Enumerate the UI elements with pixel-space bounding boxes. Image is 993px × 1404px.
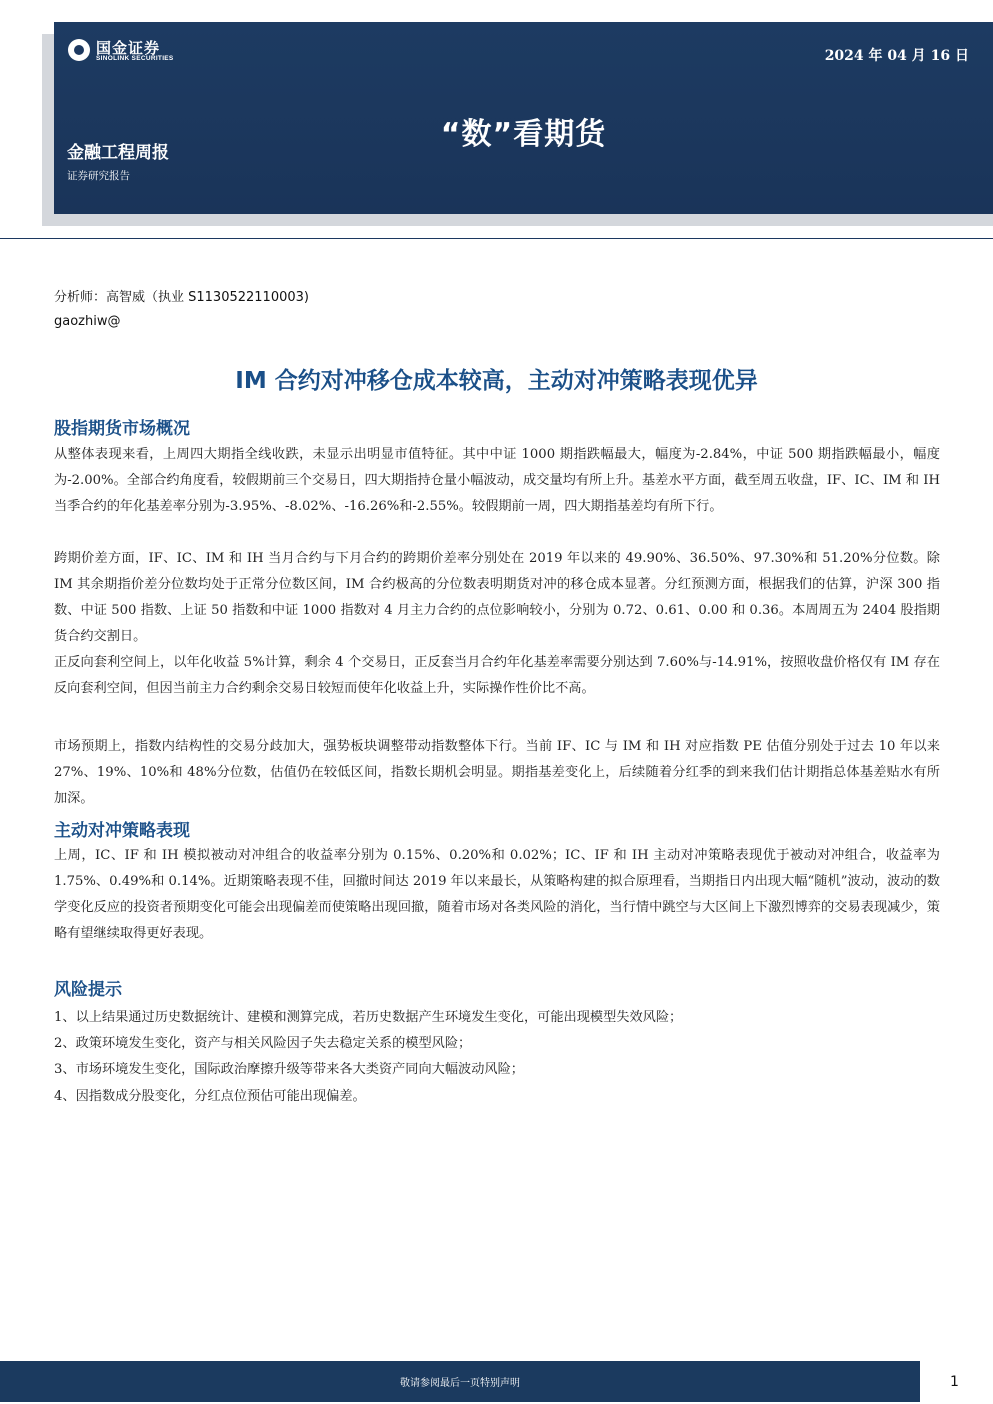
- paragraph-market-3: 正反向套利空间上，以年化收益 5%计算，剩余 4 个交易日，正反套当月合约年化基差率需要分别达到 7.60%与-14.91%，按照收盘价格仅有 IM 存在反向套利空间，但因当前主力合约剩余交易日较短而使年化收益上升，实际操作性价比不高。: [54, 655, 940, 696]
- analyst-info: 分析师：高智威（执业 S1130522110003): [54, 290, 309, 305]
- header-divider: [0, 238, 993, 239]
- risk-item: 4、因指数成分股变化，分红点位预估可能出现偏差。: [54, 1089, 366, 1104]
- paragraph-market-1: 从整体表现来看，上周四大期指全线收跌，未显示出明显市值特征。其中中证 1000 期指跌幅最大，幅度为-2.84%，中证 500 期指跌幅最小，幅度为-2.00%。全部合约角度看，较假期前三个交易日，四大期指持仓量小幅波动，成交量均有所上升。基差水平方面，截至周五收盘，IF、IC、IM 和 IH 当季合约的年化基差率分别为-3.95%、-8.02%、-16.26%和-2.55%。较假期前一周，四大期指基差均有所下行。: [54, 447, 940, 514]
- company-name-en: SINOLINK SECURITIES: [96, 55, 174, 62]
- company-logo-icon: [68, 39, 90, 61]
- report-category: 证券研究报告: [67, 170, 130, 182]
- section-heading-risk: 风险提示: [54, 980, 122, 1000]
- section-heading-market: 股指期货市场概况: [54, 419, 190, 439]
- report-type: 金融工程周报: [67, 143, 169, 163]
- report-headline: IM 合约对冲移仓成本较高，主动对冲策略表现优异: [235, 368, 758, 394]
- report-date: 2024 年 04 月 16 日: [824, 48, 969, 64]
- footer-disclaimer: 敬请参阅最后一页特别声明: [400, 1378, 520, 1389]
- paragraph-hedge-1: 上周，IC、IF 和 IH 模拟被动对冲组合的收益率分别为 0.15%、0.20%和 0.02%；IC、IF 和 IH 主动对冲策略表现优于被动对冲组合，收益率为 1.75%、0.49%和 0.14%。近期策略表现不佳，回撤时间达 2019 年以来最长，从策略构建的拟合原理看，当期指日内出现大幅“随机”波动，波动的数学变化反应的投资者预期变化可能会出现偏差而使策略出现回撤，随着市场对各类风险的消化，当行情中跳空与大区间上下激烈博弈的交易表现减少，策略有望继续取得更好表现。: [54, 848, 940, 941]
- company-name-cn: 国金证券: [96, 39, 161, 57]
- risk-item: 2、政策环境发生变化，资产与相关风险因子失去稳定关系的模型风险；: [54, 1036, 472, 1051]
- risk-item: 3、市场环境发生变化，国际政治摩擦升级等带来各大类资产同向大幅波动风险；: [54, 1062, 524, 1077]
- report-title: “数”看期货: [440, 117, 607, 152]
- analyst-email: gaozhiw@: [54, 314, 121, 329]
- paragraph-market-2: 跨期价差方面，IF、IC、IM 和 IH 当月合约与下月合约的跨期价差率分别处在 2019 年以来的 49.90%、36.50%、97.30%和 51.20%分位数。除 IM 其余期指价差分位数均处于正常分位数区间，IM 合约极高的分位数表明期货对冲的移仓成本显著。分红预测方面，根据我们的估算，沪深 300 指数、中证 500 指数、上证 50 指数和中证 1000 指数对 4 月主力合约的点位影响较小，分别为 0.72、0.61、0.00 和 0.36。本周周五为 2404 股指期货合约交割日。: [54, 551, 940, 644]
- risk-item: 1、以上结果通过历史数据统计、建模和测算完成，若历史数据产生环境发生变化，可能出现模型失效风险；: [54, 1010, 683, 1025]
- page-number: 1: [950, 1374, 959, 1390]
- report-header: [54, 22, 993, 214]
- paragraph-market-4: 市场预期上，指数内结构性的交易分歧加大，强势板块调整带动指数整体下行。当前 IF、IC 与 IM 和 IH 对应指数 PE 估值分别处于过去 10 年以来 27%、19%、10%和 48%分位数，估值仍在较低区间，指数长期机会明显。期指基差变化上，后续随着分红季的到来我们估计期指总体基差贴水有所加深。: [54, 739, 940, 806]
- section-heading-hedge: 主动对冲策略表现: [54, 821, 190, 841]
